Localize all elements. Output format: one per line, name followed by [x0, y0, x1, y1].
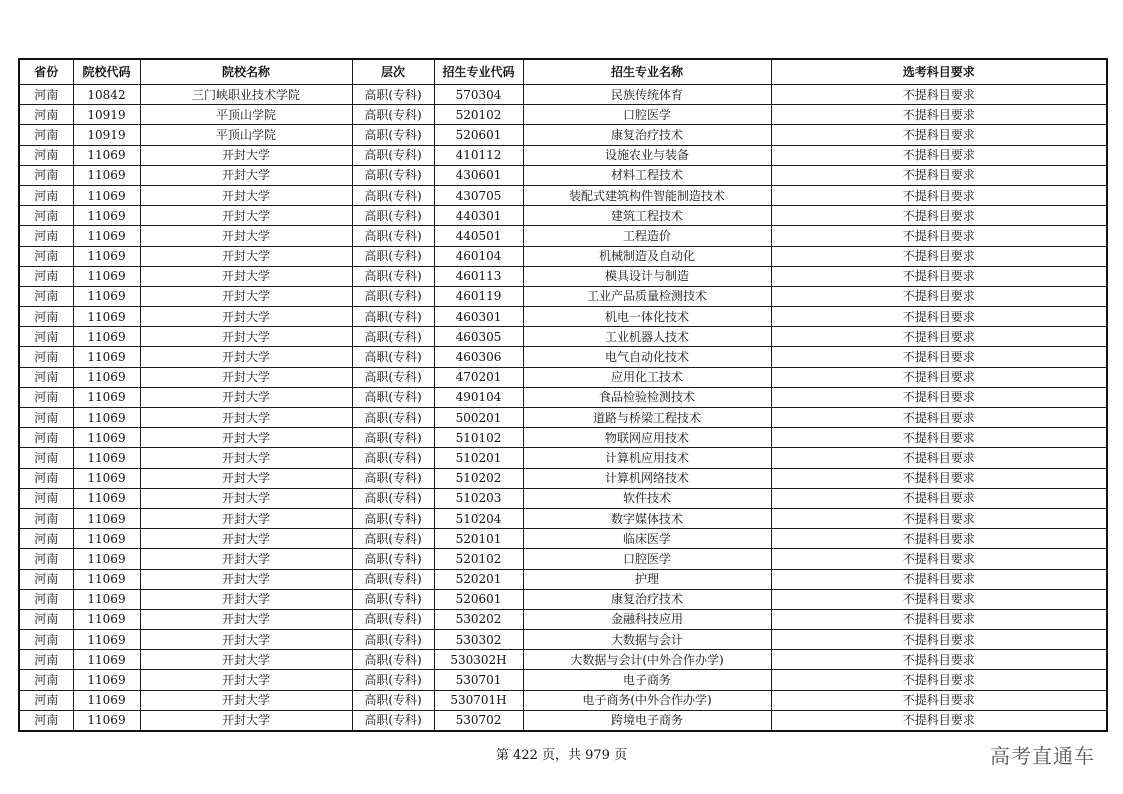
cell-school-name: 开封大学 — [140, 307, 352, 327]
cell-major-code: 510202 — [434, 468, 523, 488]
cell-school-name: 开封大学 — [140, 428, 352, 448]
cell-major-code: 520102 — [434, 549, 523, 569]
cell-province: 河南 — [19, 206, 73, 226]
cell-subject-requirement: 不提科目要求 — [771, 347, 1107, 367]
table-row — [19, 206, 1107, 226]
cell-school-code: 11069 — [73, 710, 140, 731]
table-row — [19, 670, 1107, 690]
cell-level: 高职(专科) — [352, 226, 434, 246]
cell-province: 河南 — [19, 468, 73, 488]
cell-province: 河南 — [19, 286, 73, 306]
cell-subject-requirement: 不提科目要求 — [771, 246, 1107, 266]
cell-subject-requirement: 不提科目要求 — [771, 266, 1107, 286]
cell-major-code: 460104 — [434, 246, 523, 266]
cell-province: 河南 — [19, 125, 73, 145]
cell-subject-requirement: 不提科目要求 — [771, 630, 1107, 650]
cell-school-name: 三门峡职业技术学院 — [140, 85, 352, 105]
cell-school-code: 11069 — [73, 428, 140, 448]
cell-major-code: 520102 — [434, 105, 523, 125]
cell-major-code: 470201 — [434, 367, 523, 387]
admission-table — [18, 58, 1108, 732]
cell-province: 河南 — [19, 529, 73, 549]
table-row — [19, 286, 1107, 306]
cell-subject-requirement: 不提科目要求 — [771, 690, 1107, 710]
cell-subject-requirement: 不提科目要求 — [771, 185, 1107, 205]
cell-province: 河南 — [19, 246, 73, 266]
cell-school-code: 11069 — [73, 448, 140, 468]
cell-major-name: 食品检验检测技术 — [523, 387, 771, 407]
cell-school-code: 11069 — [73, 246, 140, 266]
table-row — [19, 630, 1107, 650]
cell-school-code: 11069 — [73, 307, 140, 327]
cell-subject-requirement: 不提科目要求 — [771, 165, 1107, 185]
cell-subject-requirement: 不提科目要求 — [771, 367, 1107, 387]
cell-subject-requirement: 不提科目要求 — [771, 609, 1107, 629]
cell-major-code: 460306 — [434, 347, 523, 367]
cell-level: 高职(专科) — [352, 347, 434, 367]
cell-school-name: 开封大学 — [140, 367, 352, 387]
cell-subject-requirement: 不提科目要求 — [771, 710, 1107, 731]
cell-major-name: 工业机器人技术 — [523, 327, 771, 347]
cell-major-name: 数字媒体技术 — [523, 508, 771, 528]
cell-subject-requirement: 不提科目要求 — [771, 589, 1107, 609]
cell-province: 河南 — [19, 367, 73, 387]
cell-school-name: 开封大学 — [140, 468, 352, 488]
cell-subject-requirement: 不提科目要求 — [771, 387, 1107, 407]
cell-school-code: 10842 — [73, 85, 140, 105]
header-province: 省份 — [19, 59, 73, 85]
cell-school-code: 11069 — [73, 508, 140, 528]
cell-major-code: 510201 — [434, 448, 523, 468]
header-school-name: 院校名称 — [140, 59, 352, 85]
cell-level: 高职(专科) — [352, 710, 434, 731]
cell-major-code: 530701H — [434, 690, 523, 710]
cell-subject-requirement: 不提科目要求 — [771, 307, 1107, 327]
header-major-code: 招生专业代码 — [434, 59, 523, 85]
cell-major-code: 510203 — [434, 488, 523, 508]
cell-major-name: 工程造价 — [523, 226, 771, 246]
cell-subject-requirement: 不提科目要求 — [771, 549, 1107, 569]
cell-level: 高职(专科) — [352, 589, 434, 609]
table-row — [19, 185, 1107, 205]
cell-major-code: 460301 — [434, 307, 523, 327]
cell-major-code: 520601 — [434, 125, 523, 145]
cell-level: 高职(专科) — [352, 468, 434, 488]
cell-subject-requirement: 不提科目要求 — [771, 286, 1107, 306]
cell-school-name: 开封大学 — [140, 408, 352, 428]
cell-province: 河南 — [19, 690, 73, 710]
cell-subject-requirement: 不提科目要求 — [771, 448, 1107, 468]
cell-level: 高职(专科) — [352, 165, 434, 185]
header-subject-requirement: 选考科目要求 — [771, 59, 1107, 85]
cell-level: 高职(专科) — [352, 508, 434, 528]
cell-school-name: 开封大学 — [140, 589, 352, 609]
cell-province: 河南 — [19, 710, 73, 731]
table-row — [19, 387, 1107, 407]
cell-major-code: 500201 — [434, 408, 523, 428]
cell-subject-requirement: 不提科目要求 — [771, 508, 1107, 528]
cell-major-name: 应用化工技术 — [523, 367, 771, 387]
cell-level: 高职(专科) — [352, 387, 434, 407]
cell-school-code: 11069 — [73, 589, 140, 609]
cell-major-name: 大数据与会计(中外合作办学) — [523, 650, 771, 670]
cell-level: 高职(专科) — [352, 428, 434, 448]
cell-school-code: 11069 — [73, 165, 140, 185]
cell-school-name: 开封大学 — [140, 609, 352, 629]
cell-major-name: 电子商务 — [523, 670, 771, 690]
table-row — [19, 85, 1107, 105]
cell-school-name: 开封大学 — [140, 710, 352, 731]
cell-major-name: 康复治疗技术 — [523, 125, 771, 145]
cell-subject-requirement: 不提科目要求 — [771, 569, 1107, 589]
cell-level: 高职(专科) — [352, 650, 434, 670]
table-row — [19, 710, 1107, 731]
table-row — [19, 266, 1107, 286]
cell-school-code: 11069 — [73, 690, 140, 710]
cell-province: 河南 — [19, 145, 73, 165]
cell-subject-requirement: 不提科目要求 — [771, 206, 1107, 226]
cell-school-name: 开封大学 — [140, 145, 352, 165]
table-row — [19, 448, 1107, 468]
table-row — [19, 529, 1107, 549]
cell-school-code: 11069 — [73, 529, 140, 549]
table-row — [19, 468, 1107, 488]
cell-major-name: 机电一体化技术 — [523, 307, 771, 327]
table-row — [19, 408, 1107, 428]
cell-major-name: 物联网应用技术 — [523, 428, 771, 448]
cell-level: 高职(专科) — [352, 448, 434, 468]
cell-major-name: 道路与桥梁工程技术 — [523, 408, 771, 428]
cell-province: 河南 — [19, 428, 73, 448]
cell-school-name: 开封大学 — [140, 226, 352, 246]
cell-province: 河南 — [19, 327, 73, 347]
cell-major-code: 530302 — [434, 630, 523, 650]
cell-major-name: 康复治疗技术 — [523, 589, 771, 609]
cell-major-name: 金融科技应用 — [523, 609, 771, 629]
cell-province: 河南 — [19, 609, 73, 629]
cell-school-code: 11069 — [73, 266, 140, 286]
cell-major-code: 530302H — [434, 650, 523, 670]
cell-school-code: 11069 — [73, 488, 140, 508]
cell-province: 河南 — [19, 670, 73, 690]
table-row — [19, 488, 1107, 508]
cell-major-name: 设施农业与装备 — [523, 145, 771, 165]
cell-major-code: 440501 — [434, 226, 523, 246]
cell-province: 河南 — [19, 387, 73, 407]
cell-province: 河南 — [19, 549, 73, 569]
table-row — [19, 165, 1107, 185]
cell-school-code: 11069 — [73, 650, 140, 670]
cell-province: 河南 — [19, 408, 73, 428]
header-level: 层次 — [352, 59, 434, 85]
cell-level: 高职(专科) — [352, 408, 434, 428]
cell-school-code: 11069 — [73, 327, 140, 347]
cell-school-name: 开封大学 — [140, 327, 352, 347]
cell-level: 高职(专科) — [352, 246, 434, 266]
cell-school-code: 11069 — [73, 609, 140, 629]
table-row — [19, 246, 1107, 266]
cell-major-name: 工业产品质量检测技术 — [523, 286, 771, 306]
cell-school-name: 开封大学 — [140, 508, 352, 528]
header-school-code: 院校代码 — [73, 59, 140, 85]
cell-school-name: 开封大学 — [140, 529, 352, 549]
table-row — [19, 145, 1107, 165]
cell-school-name: 开封大学 — [140, 286, 352, 306]
cell-school-name: 开封大学 — [140, 690, 352, 710]
cell-major-code: 460113 — [434, 266, 523, 286]
cell-major-name: 跨境电子商务 — [523, 710, 771, 731]
cell-subject-requirement: 不提科目要求 — [771, 105, 1107, 125]
cell-school-name: 开封大学 — [140, 165, 352, 185]
cell-level: 高职(专科) — [352, 327, 434, 347]
cell-province: 河南 — [19, 226, 73, 246]
cell-major-name: 大数据与会计 — [523, 630, 771, 650]
cell-school-code: 10919 — [73, 125, 140, 145]
cell-major-code: 460119 — [434, 286, 523, 306]
cell-subject-requirement: 不提科目要求 — [771, 650, 1107, 670]
cell-school-code: 11069 — [73, 630, 140, 650]
cell-major-code: 430705 — [434, 185, 523, 205]
table-row — [19, 327, 1107, 347]
cell-level: 高职(专科) — [352, 266, 434, 286]
table-body — [19, 85, 1107, 732]
cell-school-code: 11069 — [73, 206, 140, 226]
cell-school-name: 开封大学 — [140, 347, 352, 367]
cell-school-code: 11069 — [73, 569, 140, 589]
cell-subject-requirement: 不提科目要求 — [771, 468, 1107, 488]
cell-major-name: 临床医学 — [523, 529, 771, 549]
table-row — [19, 569, 1107, 589]
cell-school-code: 11069 — [73, 145, 140, 165]
cell-level: 高职(专科) — [352, 145, 434, 165]
cell-level: 高职(专科) — [352, 670, 434, 690]
cell-province: 河南 — [19, 307, 73, 327]
cell-school-name: 开封大学 — [140, 206, 352, 226]
cell-level: 高职(专科) — [352, 609, 434, 629]
cell-level: 高职(专科) — [352, 549, 434, 569]
table-row — [19, 650, 1107, 670]
table-header-row — [19, 59, 1107, 85]
cell-level: 高职(专科) — [352, 125, 434, 145]
cell-level: 高职(专科) — [352, 105, 434, 125]
cell-subject-requirement: 不提科目要求 — [771, 327, 1107, 347]
cell-province: 河南 — [19, 165, 73, 185]
cell-school-code: 11069 — [73, 408, 140, 428]
cell-level: 高职(专科) — [352, 185, 434, 205]
cell-major-name: 装配式建筑构件智能制造技术 — [523, 185, 771, 205]
cell-province: 河南 — [19, 630, 73, 650]
cell-major-name: 口腔医学 — [523, 549, 771, 569]
cell-level: 高职(专科) — [352, 630, 434, 650]
cell-province: 河南 — [19, 488, 73, 508]
cell-level: 高职(专科) — [352, 307, 434, 327]
cell-major-code: 530701 — [434, 670, 523, 690]
cell-major-name: 建筑工程技术 — [523, 206, 771, 226]
cell-major-name: 电气自动化技术 — [523, 347, 771, 367]
cell-major-name: 机械制造及自动化 — [523, 246, 771, 266]
table-row — [19, 226, 1107, 246]
cell-subject-requirement: 不提科目要求 — [771, 488, 1107, 508]
cell-province: 河南 — [19, 589, 73, 609]
cell-level: 高职(专科) — [352, 488, 434, 508]
cell-school-code: 11069 — [73, 185, 140, 205]
cell-school-code: 10919 — [73, 105, 140, 125]
table-row — [19, 690, 1107, 710]
cell-major-code: 410112 — [434, 145, 523, 165]
cell-subject-requirement: 不提科目要求 — [771, 428, 1107, 448]
cell-level: 高职(专科) — [352, 569, 434, 589]
cell-major-code: 430601 — [434, 165, 523, 185]
cell-major-name: 民族传统体育 — [523, 85, 771, 105]
cell-level: 高职(专科) — [352, 367, 434, 387]
table-row — [19, 549, 1107, 569]
table-row — [19, 589, 1107, 609]
cell-level: 高职(专科) — [352, 690, 434, 710]
cell-major-name: 护理 — [523, 569, 771, 589]
table-row — [19, 609, 1107, 629]
header-major-name: 招生专业名称 — [523, 59, 771, 85]
cell-school-code: 11069 — [73, 367, 140, 387]
cell-province: 河南 — [19, 347, 73, 367]
cell-level: 高职(专科) — [352, 206, 434, 226]
cell-school-code: 11069 — [73, 226, 140, 246]
page-number: 第 422 页，共 979 页 — [495, 748, 628, 763]
cell-major-code: 460305 — [434, 327, 523, 347]
cell-school-code: 11069 — [73, 468, 140, 488]
table-row — [19, 428, 1107, 448]
cell-province: 河南 — [19, 508, 73, 528]
cell-major-code: 510204 — [434, 508, 523, 528]
cell-school-name: 开封大学 — [140, 387, 352, 407]
cell-province: 河南 — [19, 569, 73, 589]
cell-school-name: 平顶山学院 — [140, 105, 352, 125]
cell-province: 河南 — [19, 105, 73, 125]
cell-major-name: 软件技术 — [523, 488, 771, 508]
cell-subject-requirement: 不提科目要求 — [771, 226, 1107, 246]
cell-school-name: 开封大学 — [140, 569, 352, 589]
cell-major-code: 570304 — [434, 85, 523, 105]
cell-subject-requirement: 不提科目要求 — [771, 529, 1107, 549]
table-row — [19, 367, 1107, 387]
cell-school-name: 开封大学 — [140, 488, 352, 508]
cell-school-code: 11069 — [73, 286, 140, 306]
cell-school-name: 开封大学 — [140, 448, 352, 468]
cell-school-code: 11069 — [73, 549, 140, 569]
table-row — [19, 125, 1107, 145]
cell-major-name: 电子商务(中外合作办学) — [523, 690, 771, 710]
cell-subject-requirement: 不提科目要求 — [771, 145, 1107, 165]
cell-school-name: 开封大学 — [140, 185, 352, 205]
cell-major-code: 520201 — [434, 569, 523, 589]
table-row — [19, 105, 1107, 125]
cell-school-name: 开封大学 — [140, 549, 352, 569]
cell-major-code: 490104 — [434, 387, 523, 407]
cell-subject-requirement: 不提科目要求 — [771, 85, 1107, 105]
cell-major-code: 520601 — [434, 589, 523, 609]
cell-major-name: 口腔医学 — [523, 105, 771, 125]
cell-province: 河南 — [19, 650, 73, 670]
table-row — [19, 307, 1107, 327]
cell-school-name: 开封大学 — [140, 246, 352, 266]
cell-province: 河南 — [19, 266, 73, 286]
cell-major-code: 510102 — [434, 428, 523, 448]
cell-province: 河南 — [19, 185, 73, 205]
cell-school-name: 平顶山学院 — [140, 125, 352, 145]
cell-school-name: 开封大学 — [140, 650, 352, 670]
cell-major-name: 计算机应用技术 — [523, 448, 771, 468]
cell-school-name: 开封大学 — [140, 630, 352, 650]
cell-major-code: 440301 — [434, 206, 523, 226]
cell-school-code: 11069 — [73, 347, 140, 367]
cell-subject-requirement: 不提科目要求 — [771, 125, 1107, 145]
cell-major-code: 530202 — [434, 609, 523, 629]
cell-school-code: 11069 — [73, 670, 140, 690]
cell-major-name: 计算机网络技术 — [523, 468, 771, 488]
table-row — [19, 347, 1107, 367]
cell-level: 高职(专科) — [352, 529, 434, 549]
cell-level: 高职(专科) — [352, 286, 434, 306]
cell-school-name: 开封大学 — [140, 670, 352, 690]
cell-school-code: 11069 — [73, 387, 140, 407]
table-row — [19, 508, 1107, 528]
watermark-logo: 高考直通车 — [990, 744, 1095, 768]
cell-province: 河南 — [19, 448, 73, 468]
cell-subject-requirement: 不提科目要求 — [771, 670, 1107, 690]
cell-major-name: 材料工程技术 — [523, 165, 771, 185]
cell-province: 河南 — [19, 85, 73, 105]
cell-level: 高职(专科) — [352, 85, 434, 105]
cell-subject-requirement: 不提科目要求 — [771, 408, 1107, 428]
cell-major-code: 520101 — [434, 529, 523, 549]
cell-major-code: 530702 — [434, 710, 523, 731]
cell-major-name: 模具设计与制造 — [523, 266, 771, 286]
cell-school-name: 开封大学 — [140, 266, 352, 286]
